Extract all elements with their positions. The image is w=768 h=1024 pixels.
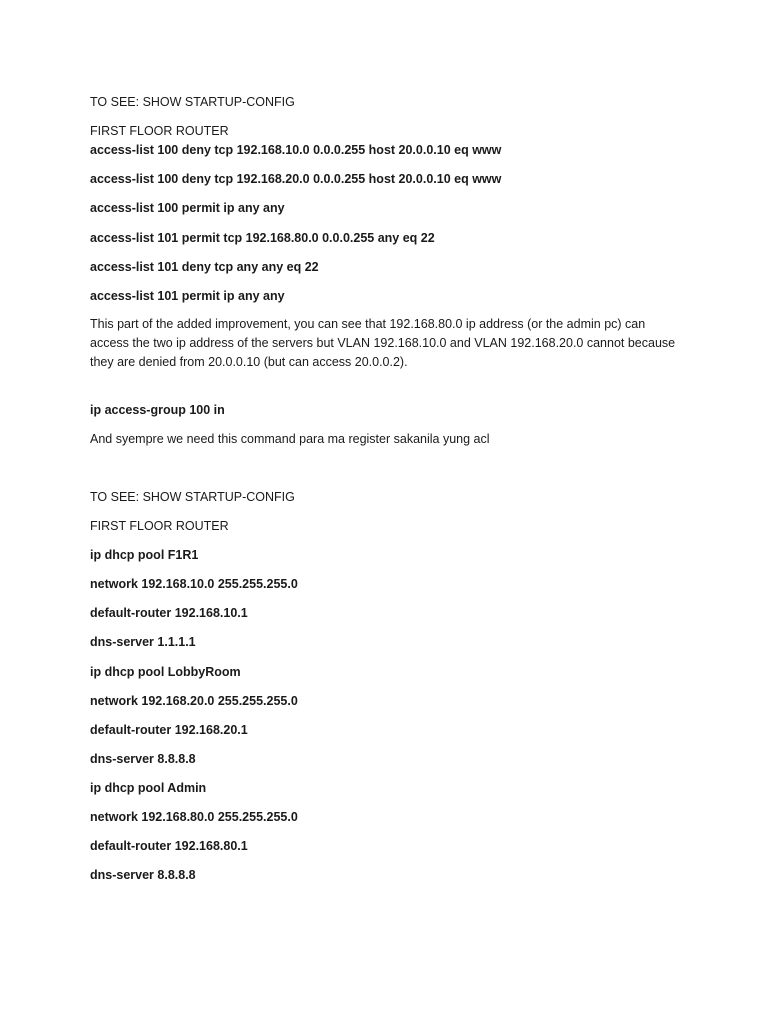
explanation-paragraph: This part of the added improvement, you can see that 192.168.80.0 ip address (or the admin pc) can access the two ip address of the servers but VLAN 192.168.10.0 and VLAN 192.168.20.0 cannot because they are denied from 20.0.0.10 (but can access 20.0.0.2).: [90, 317, 676, 369]
dhcp-command-line: network 192.168.80.0 255.255.255.0: [90, 810, 298, 824]
dhcp-command-line: ip dhcp pool LobbyRoom: [90, 665, 241, 679]
acl-command-line: access-list 101 permit tcp 192.168.80.0 0.0.0.255 any eq 22: [90, 231, 435, 245]
section2-heading: TO SEE: SHOW STARTUP-CONFIG: [90, 490, 295, 504]
section2-subheading: FIRST FLOOR ROUTER: [90, 519, 229, 533]
acl-command-line: access-list 100 permit ip any any: [90, 201, 285, 215]
acl-command-line: access-list 100 deny tcp 192.168.20.0 0.0.0.255 host 20.0.0.10 eq www: [90, 172, 502, 186]
dhcp-command-line: ip dhcp pool F1R1: [90, 548, 199, 562]
dhcp-command-line: network 192.168.20.0 255.255.255.0: [90, 694, 298, 708]
section1-heading: TO SEE: SHOW STARTUP-CONFIG: [90, 95, 295, 109]
access-group-command: ip access-group 100 in: [90, 403, 225, 417]
acl-command-line: access-list 101 deny tcp any any eq 22: [90, 260, 319, 274]
dhcp-command-line: network 192.168.10.0 255.255.255.0: [90, 577, 298, 591]
acl-command-line: access-list 100 deny tcp 192.168.10.0 0.0.0.255 host 20.0.0.10 eq www: [90, 143, 502, 157]
dhcp-command-line: dns-server 1.1.1.1: [90, 635, 196, 649]
dhcp-command-line: ip dhcp pool Admin: [90, 781, 207, 795]
dhcp-command-line: default-router 192.168.10.1: [90, 606, 248, 620]
dhcp-command-line: default-router 192.168.20.1: [90, 723, 248, 737]
dhcp-command-line: dns-server 8.8.8.8: [90, 868, 196, 882]
dhcp-command-line: default-router 192.168.80.1: [90, 839, 248, 853]
acl-note: And syempre we need this command para ma register sakanila yung acl: [90, 432, 490, 446]
dhcp-command-line: dns-server 8.8.8.8: [90, 752, 196, 766]
acl-command-line: access-list 101 permit ip any any: [90, 289, 285, 303]
section1-subheading: FIRST FLOOR ROUTER: [90, 124, 229, 138]
